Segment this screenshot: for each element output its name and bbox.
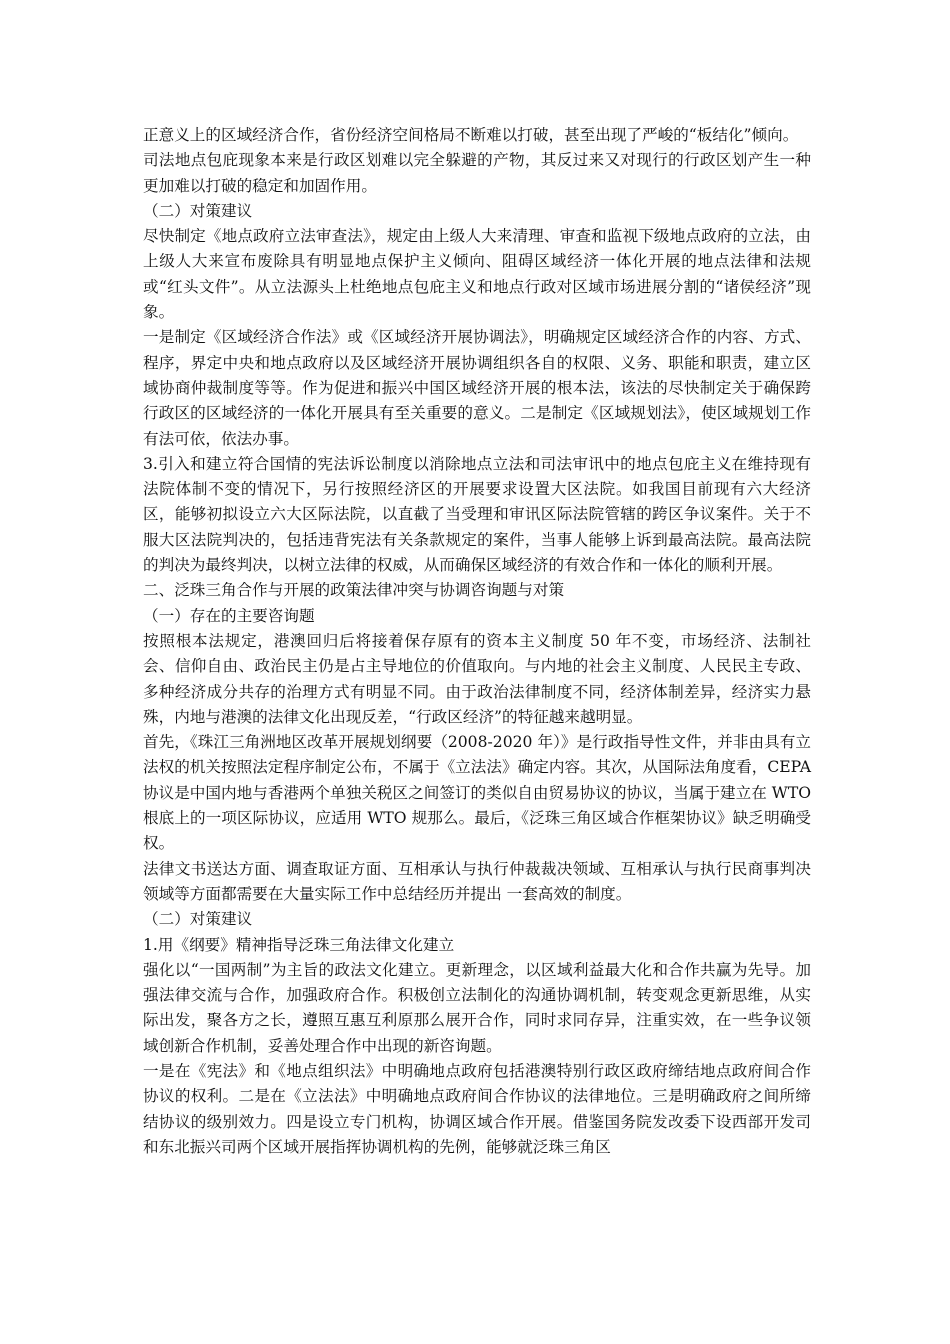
paragraph: 3.引入和建立符合国情的宪法诉讼制度以消除地点立法和司法审讯中的地点包庇主义在维持现有法院体制不变的情况下，另行按照经济区的开展要求设置大区法院。如我国目前现有六大经济区，能够初拟设立六大区际法院，以直截了当受理和审讯区际法院管辖的跨区争议案件。关于不服大区法院判决的，包括违背宪法有关条款规定的案件，当事人能够上诉到最高法院。最高法院的判决为最终判决，以树立法律的权威，从而确保区域经济的有效合作和一体化的顺利开展。 — [143, 454, 811, 575]
paragraph: 一是在《宪法》和《地点组织法》中明确地点政府包括港澳特别行政区政府缔结地点政府间合作协议的权利。二是在《立法法》中明确地点政府间合作协议的法律地位。三是明确政府之间所缔结协议的级别效力。四是设立专门机构，协调区域合作开展。借鉴国务院发改委下设西部开发司和东北振兴司两个区域开展指挥协调机构的先例，能够就泛珠三角区 — [143, 1061, 811, 1156]
paragraph: 正意义上的区域经济合作，省份经济空间格局不断难以打破，甚至出现了严峻的“板结化”倾向。 — [143, 126, 799, 144]
paragraph: 法律文书送达方面、调查取证方面、互相承认与执行仲裁裁决领域、互相承认与执行民商事判决领域等方面都需要在大量实际工作中总结经历并提出 一套高效的制度。 — [143, 859, 811, 903]
paragraph: 强化以“一国两制”为主旨的政法文化建立。更新理念，以区域利益最大化和合作共赢为先导。加强法律交流与合作，加强政府合作。积极创立法制化的沟通协调机制，转变观念更新思维，从实际出发，聚各方之长，遵照互惠互利原那么展开合作，同时求同存异，注重实效，在一些争议领域创新合作机制，妥善处理合作中出现的新咨询题。 — [143, 960, 811, 1055]
section-heading: （一）存在的主要咨询题 — [143, 606, 315, 625]
paragraph: 尽快制定《地点政府立法审查法》，规定由上级人大来清理、审查和监视下级地点政府的立法，由上级人大来宣布废除具有明显地点保护主义倾向、阻碍区域经济一体化开展的地点法律和法规或“红头文件”。从立法源头上杜绝地点包庇主义和地点行政对区域市场进展分割的“诸侯经济”现象。 — [143, 227, 811, 322]
section-heading: （二）对策建议 — [143, 910, 253, 929]
section-heading: 二、泛珠三角合作与开展的政策法律冲突与协调咨询题与对策 — [143, 581, 565, 600]
paragraph: 司法地点包庇现象本来是行政区划难以完全躲避的产物，其反过来又对现行的行政区划产生一种更加难以打破的稳定和加固作用。 — [143, 151, 811, 195]
section-heading: 1.用《纲要》精神指导泛珠三角法律文化建立 — [143, 935, 455, 954]
paragraph: 按照根本法规定，港澳回归后将接着保存原有的资本主义制度 50 年不变，市场经济、法制社会、信仰自由、政治民主仍是占主导地位的价值取向。与内地的社会主义制度、人民民主专政、多种经济成分共存的治理方式有明显不同。由于政治法律制度不同，经济体制差异，经济实力悬殊，内地与港澳的法律文化出现反差，“行政区经济”的特征越来越明显。 — [143, 631, 811, 726]
section-heading: （二）对策建议 — [143, 201, 253, 220]
document-body — [143, 123, 811, 1160]
paragraph: 首先，《珠江三角洲地区改革开展规划纲要（2008-2020 年）》是行政指导性文件，并非由具有立法权的机关按照法定程序制定公布，不属于《立法法》确定内容。其次，从国际法角度看，CEPA 协议是中国内地与香港两个单独关税区之间签订的类似自由贸易协议的协议，当属于建立在 WTO 根底上的一项区际协议，应适用 WTO 规那么。最后，《泛珠三角区域合作框架协议》缺乏明确受权。 — [143, 733, 811, 853]
paragraph: 一是制定《区域经济合作法》或《区域经济开展协调法》，明确规定区域经济合作的内容、方式、程序，界定中央和地点政府以及区域经济开展协调组织各自的权限、义务、职能和职责，建立区域协商仲裁制度等等。作为促进和振兴中国区域经济开展的根本法，该法的尽快制定关于确保跨行政区的区域经济的一体化开展具有至关重要的意义。二是制定《区域规划法》，使区域规划工作有法可依，依法办事。 — [143, 328, 811, 448]
